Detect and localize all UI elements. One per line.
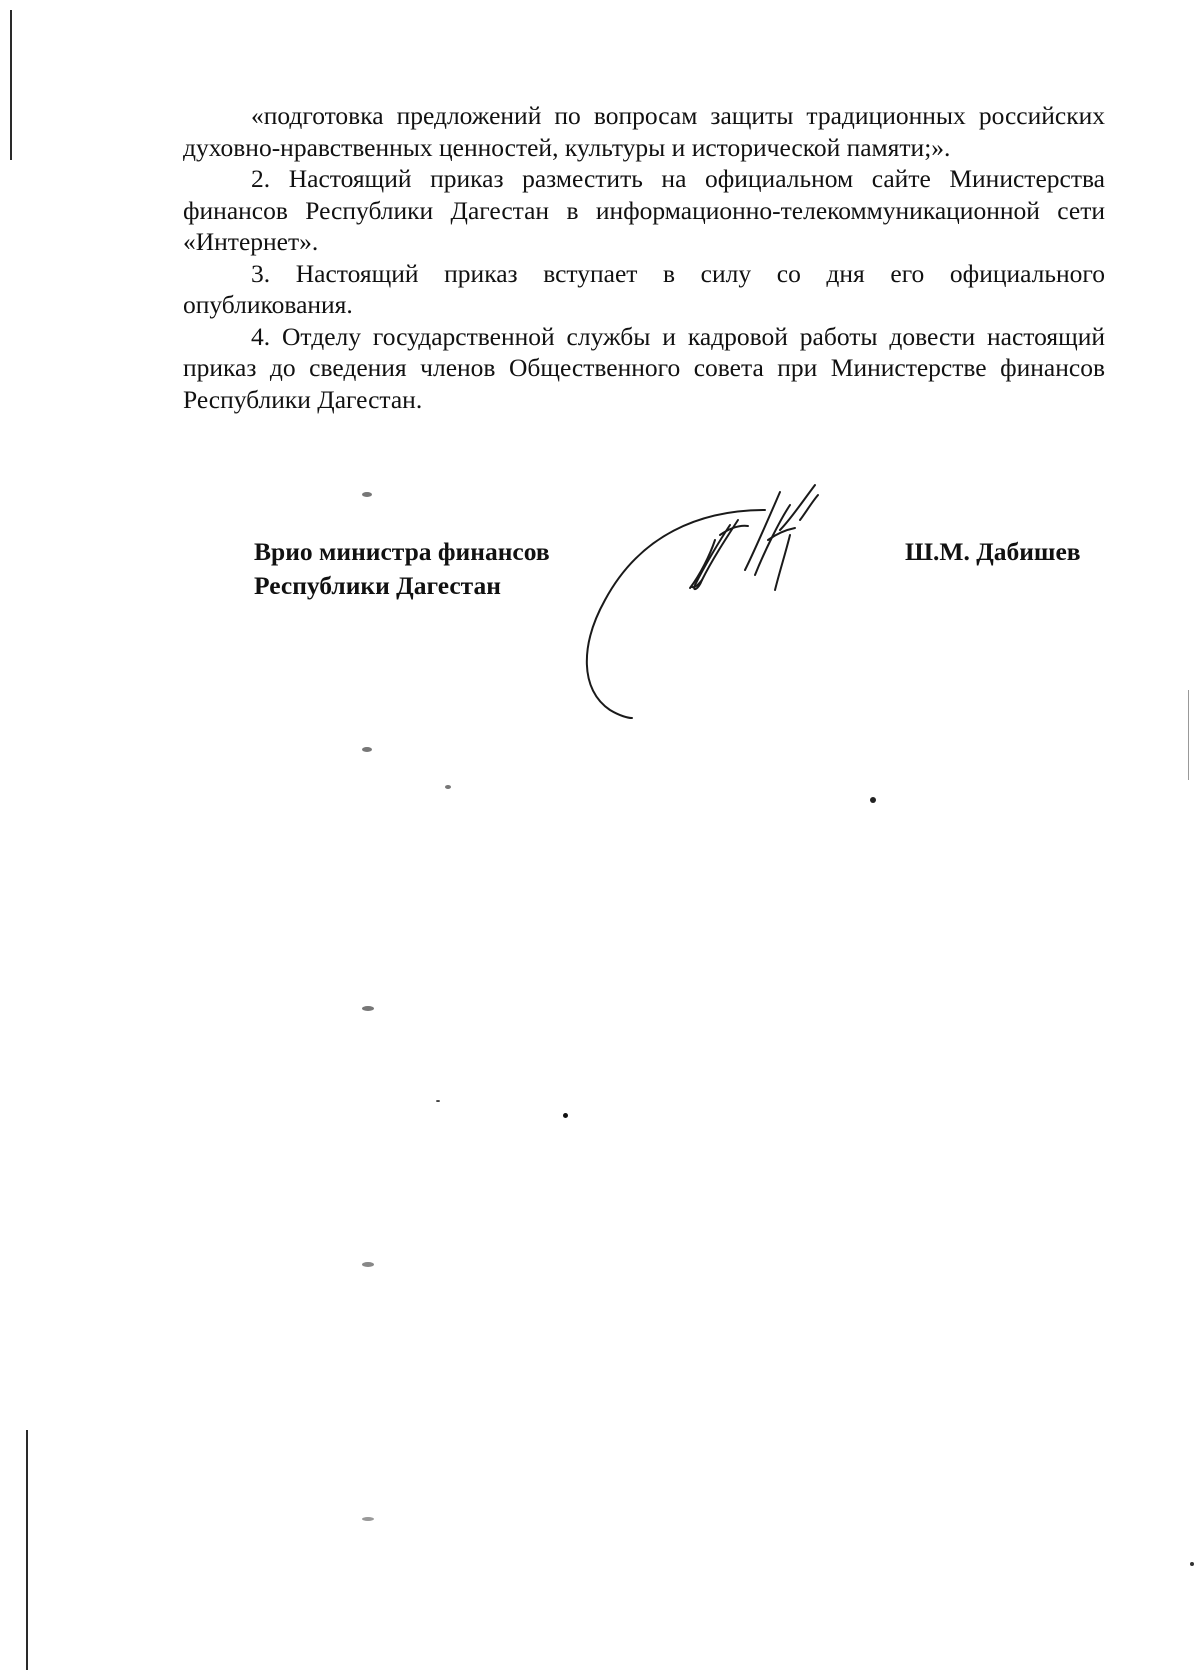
document-body <box>183 100 1105 415</box>
scan-speck <box>362 1262 374 1267</box>
scan-edge-line-bottom <box>26 1430 28 1670</box>
scan-speck <box>445 785 451 789</box>
signatory-name: Ш.М. Дабишев <box>905 537 1081 566</box>
scan-speck <box>362 1006 374 1011</box>
scan-speck <box>362 492 372 497</box>
scan-speck <box>362 747 372 752</box>
paragraph-3-effective-date: 3. Настоящий приказ вступает в силу со дня его официального опубликования. <box>183 258 1105 319</box>
scan-speck <box>362 1517 374 1521</box>
paragraph-4-notification: 4. Отделу государственной службы и кадровой работы довести настоящий приказ до сведения членов Общественного совета при Министерстве финансов Республики Дагестан. <box>183 321 1105 414</box>
scan-speck <box>563 1113 568 1118</box>
signatory-position-line-2: Республики Дагестан <box>254 571 501 600</box>
scan-edge-line-top <box>10 10 12 160</box>
paragraph-2-publication: 2. Настоящий приказ разместить на официальном сайте Министерства финансов Республики Дагестан в информационно-телекоммуникационной сети «Интернет». <box>183 164 1105 256</box>
scan-speck <box>1190 1562 1194 1566</box>
scan-speck <box>870 797 876 803</box>
scan-speck <box>436 1100 440 1102</box>
paragraph-amendment-text: «подготовка предложений по вопросам защиты традиционных российских духовно-нравственных ценностей, культуры и исторической памяти;». <box>183 101 1105 162</box>
scan-edge-line-right <box>1188 690 1189 780</box>
signatory-position-line-1: Врио министра финансов <box>254 537 550 566</box>
signatory-position <box>254 535 550 603</box>
handwritten-signature <box>580 480 880 730</box>
